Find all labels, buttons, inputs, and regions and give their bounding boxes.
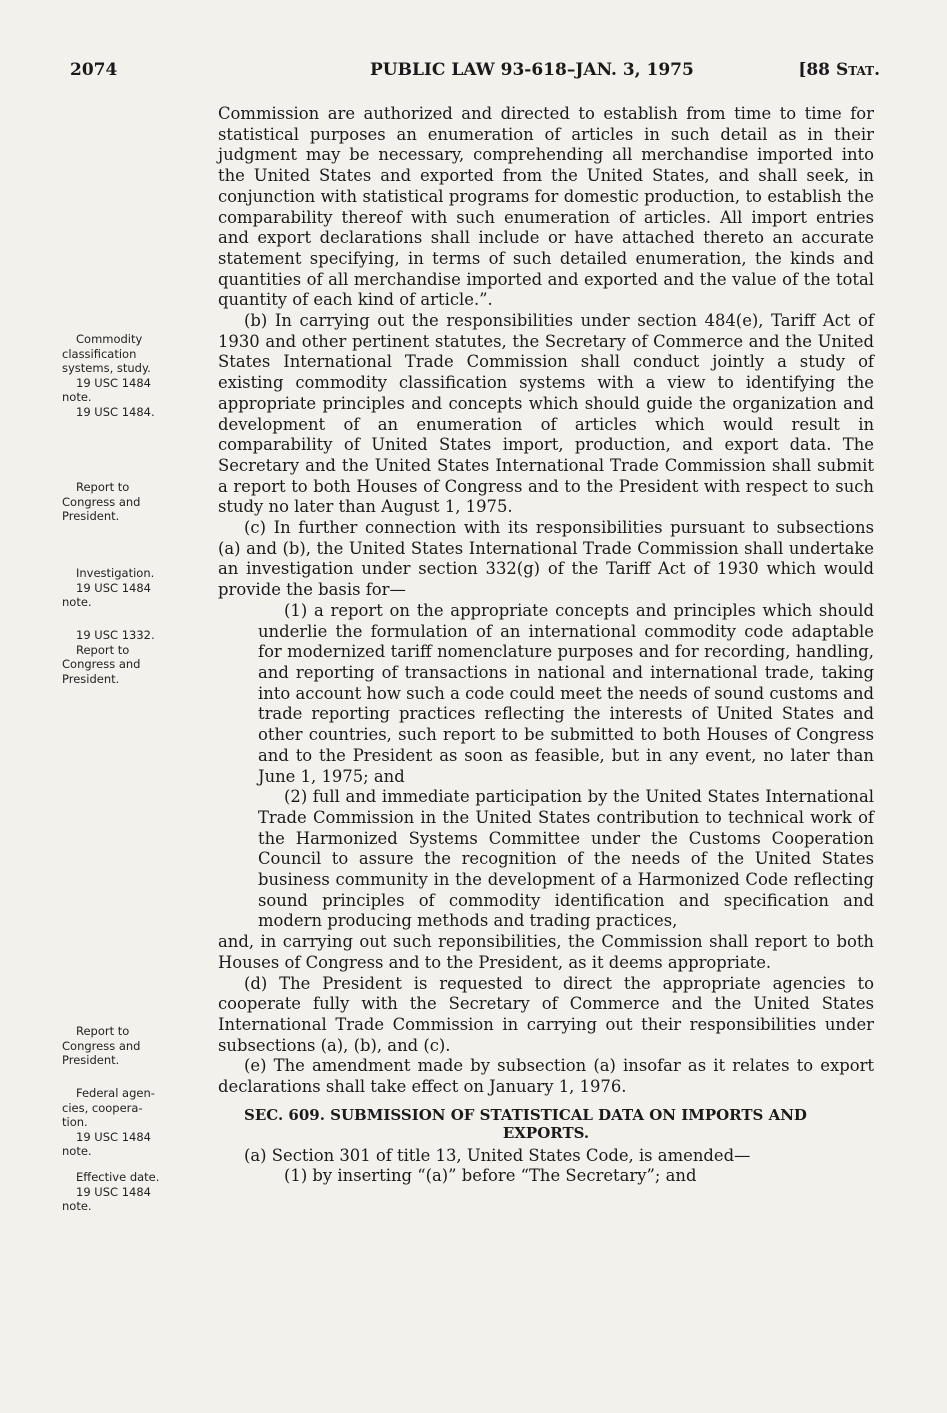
statute-body [218,104,874,1187]
paragraph-d: (d) The President is requested to direct the appropriate agencies to cooperate fully with the Secretary of Commerce and the United States International Trade Commission in carrying out their responsibilities under subsections (a), (b), and (c). [218,973,874,1055]
margin-note-federal-agencies [62,1086,187,1159]
paragraph-c-tail: and, in carrying out such reponsibilities, the Commission shall report to both Houses of Congress and to the President, as it deems appropriate. [218,932,874,972]
page-header [70,60,880,86]
paragraph-c-2-text: (2) full and immediate participation by the United States International Trade Commission in the United States contribution to technical work of the Harmonized Systems Committee under the Customs Cooperation Council to assure the recognition of the needs of the United States business community in the development of a Harmonized Code reflecting sound principles of commodity identification and specification and modern producing methods and trading practices, [258,787,874,931]
margin-line: Federal agen- [76,1086,155,1100]
paragraph-c: (c) In further connection with its responsibilities pursuant to subsections (a) and (b), the United States International Trade Commission shall undertake an investigation under section 332(g) of the Tariff Act of 1930 which would provide the basis for— [218,518,874,600]
section-heading-line2: EXPORTS. [502,1123,590,1142]
statute-reference [798,60,880,80]
margin-line: President. [62,1053,120,1067]
margin-line: Effective date. [76,1170,160,1184]
margin-line: Report to [76,480,130,494]
margin-line: Investigation. [76,566,155,580]
margin-line: Congress and [62,494,141,509]
margin-line: 19 USC 1484 [76,375,151,390]
margin-line: systems, study. [62,361,151,375]
stat-label: Stat. [835,60,880,80]
page-number: 2074 [70,60,118,80]
paragraph-c-1-text: (1) a report on the appropriate concepts and principles which should underlie the formulation of an international commodity code adaptable for modernized tariff nomenclature purposes and for recording, handling, and reporting of transactions in national and international trade, taking into account how such a code could meet the needs of sound customs and trade reporting practices reflecting the interests of United States and other countries, such report to be submitted to both Houses of Congress and to the President as soon as feasible, but in any event, no later than June 1, 1975; and [258,600,874,786]
paragraph-c-2 [218,787,874,932]
paragraph-e: (e) The amendment made by subsection (a) insofar as it relates to export declarations shall take effect on January 1, 1976. [218,1056,874,1097]
margin-line: 19 USC 1484. [76,404,155,419]
paragraph-b: (b) In carrying out the responsibilities under section 484(e), Tariff Act of 1930 and other pertinent statutes, the Secretary of Commerce and the United States International Trade Commission shall conduct jointly a study of existing commodity classification systems with a view to identifying the appropriate principles and concepts which should guide the organization and development of an enumeration of articles which would result in comparability of United States import, production, and export data. The Secretary and the United States International Trade Commission shall submit a report to both Houses of Congress and to the President with respect to such study no later than August 1, 1975. [218,311,874,517]
running-title: PUBLIC LAW 93-618–JAN. 3, 1975 [370,60,694,80]
margin-line: 19 USC 1484 [76,580,151,595]
section-heading [218,1106,874,1142]
margin-line: Congress and [62,657,141,671]
section-paragraph-a: (a) Section 301 of title 13, United States Code, is amended— [244,1145,751,1165]
margin-line: 19 USC 1332. [76,628,155,642]
margin-note-usc-1332 [62,628,187,686]
section-heading-line1: SEC. 609. SUBMISSION OF STATISTICAL DATA ON IMPORTS AND [244,1105,807,1124]
margin-note-report-2 [62,1024,187,1068]
paragraph-c-1 [218,601,874,787]
margin-note-commodity-study [62,332,187,419]
margin-line: Commodity [76,332,143,346]
margin-line: Report to [76,1024,130,1038]
margin-line: Congress and [62,1038,141,1053]
stat-bracket: [88 [798,60,836,80]
margin-line: 19 USC 1484 [76,1184,151,1199]
margin-line: note. [62,595,92,609]
paragraph-continuation: Commission are authorized and directed to establish from time to time for statistical purposes an enumeration of articles in such detail as in their judgment may be necessary, comprehending all merchandise imported into the United States and exported from the United States, and shall seek, in conjunction with statistical programs for domestic production, to establish the comparability thereof with such enumeration of articles. All import entries and export declarations shall include or have attached thereto an accurate statement specifying, in terms of such detailed enumeration, the kinds and quantities of all merchandise imported and exported and the value of the total quantity of each kind of article.”. [218,104,874,310]
margin-line: note. [62,390,92,404]
margin-line: tion. [62,1115,88,1129]
margin-line: President. [62,509,120,523]
margin-line: cies, coopera- [62,1100,143,1115]
margin-line: note. [62,1144,92,1158]
margin-line: note. [62,1199,92,1213]
margin-note-report-1 [62,480,187,524]
section-paragraph-a-1: (1) by inserting “(a)” before “The Secretary”; and [284,1166,697,1186]
margin-note-effective-date [62,1170,187,1214]
margin-line: classification [62,346,137,361]
margin-line: President. [62,671,120,686]
margin-line: 19 USC 1484 [76,1129,151,1144]
margin-line: Report to [76,642,130,657]
margin-note-investigation [62,566,187,610]
